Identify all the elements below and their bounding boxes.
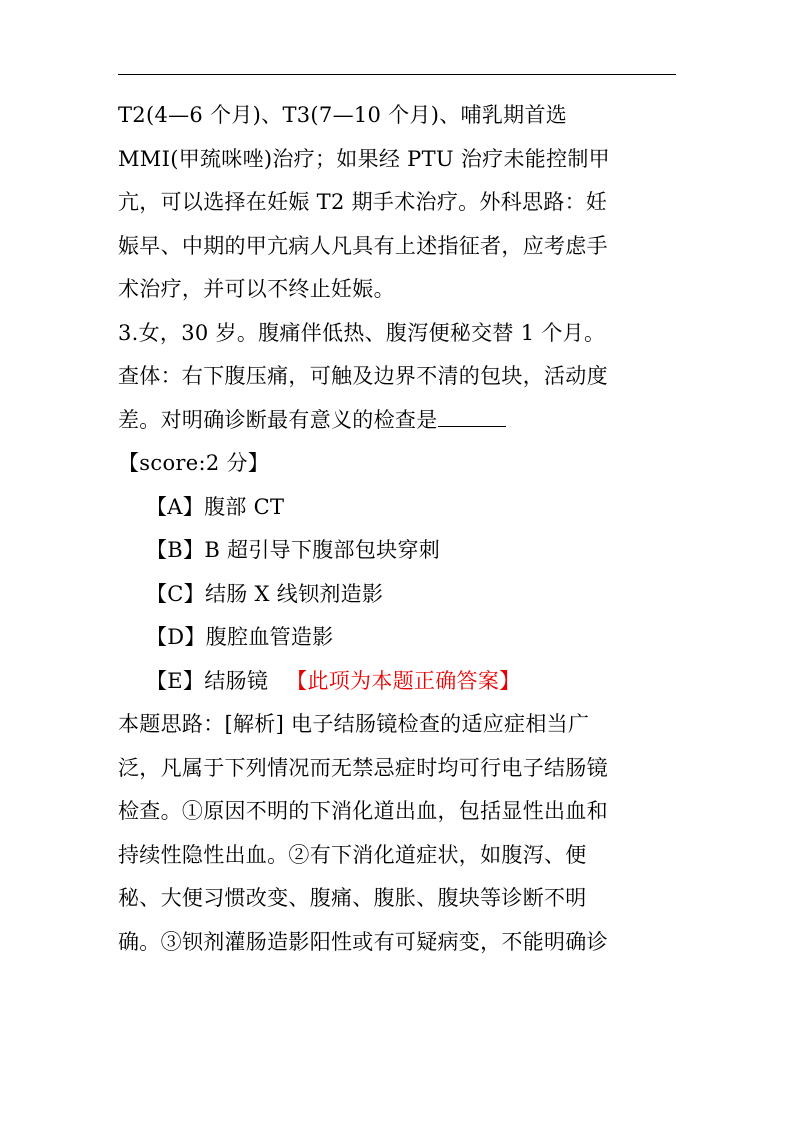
option-e	[118, 660, 678, 704]
analysis-line: 确。③钡剂灌肠造影阳性或有可疑病变，不能明确诊	[118, 929, 608, 954]
analysis-line: 本题思路：[解析] 电子结肠镜检查的适应症相当广	[118, 712, 590, 736]
option-e-text: 【E】结肠镜	[146, 668, 269, 693]
header-rule	[118, 74, 676, 75]
question-score: 【score:2 分】	[118, 451, 270, 475]
answer-blank	[438, 404, 506, 427]
option-a: 【A】腹部 CT	[146, 494, 285, 519]
question-stem-last-line	[118, 399, 678, 443]
option-b: 【B】B 超引导下腹部包块穿刺	[146, 538, 441, 562]
analysis-line: 检查。①原因不明的下消化道出血，包括显性出血和	[118, 799, 608, 823]
text-line: T2(4—6 个月)、T3(7—10 个月)、哺乳期首选	[118, 103, 568, 127]
analysis-line: 泛，凡属于下列情况而无禁忌症时均可行电子结肠镜	[118, 755, 608, 780]
document-body	[118, 94, 678, 964]
text-line: MMI(甲巯咪唑)治疗；如果经 PTU 治疗未能控制甲	[118, 146, 610, 171]
question-stem-line: 查体：右下腹压痛，可触及边界不清的包块，活动度	[118, 364, 608, 388]
analysis-line: 秘、大便习惯改变、腹痛、腹胀、腹块等诊断不明	[118, 886, 587, 910]
option-d: 【D】腹腔血管造影	[146, 625, 334, 649]
option-c: 【C】结肠 X 线钡剂造影	[146, 581, 384, 606]
text-line: 娠早、中期的甲亢病人凡具有上述指征者，应考虑手	[118, 233, 608, 258]
question-stem-text: 差。对明确诊断最有意义的检查是	[118, 407, 438, 432]
analysis-line: 持续性隐性出血。②有下消化道症状，如腹泻、便	[118, 842, 587, 867]
question-stem-line: 3.女，30 岁。腹痛伴低热、腹泻便秘交替 1 个月。	[118, 320, 606, 345]
correct-answer-marker: 【此项为本题正确答案】	[286, 668, 521, 693]
text-line: 术治疗，并可以不终止妊娠。	[118, 277, 395, 301]
text-line: 亢，可以选择在妊娠 T2 期手术治疗。外科思路：妊	[118, 190, 608, 214]
